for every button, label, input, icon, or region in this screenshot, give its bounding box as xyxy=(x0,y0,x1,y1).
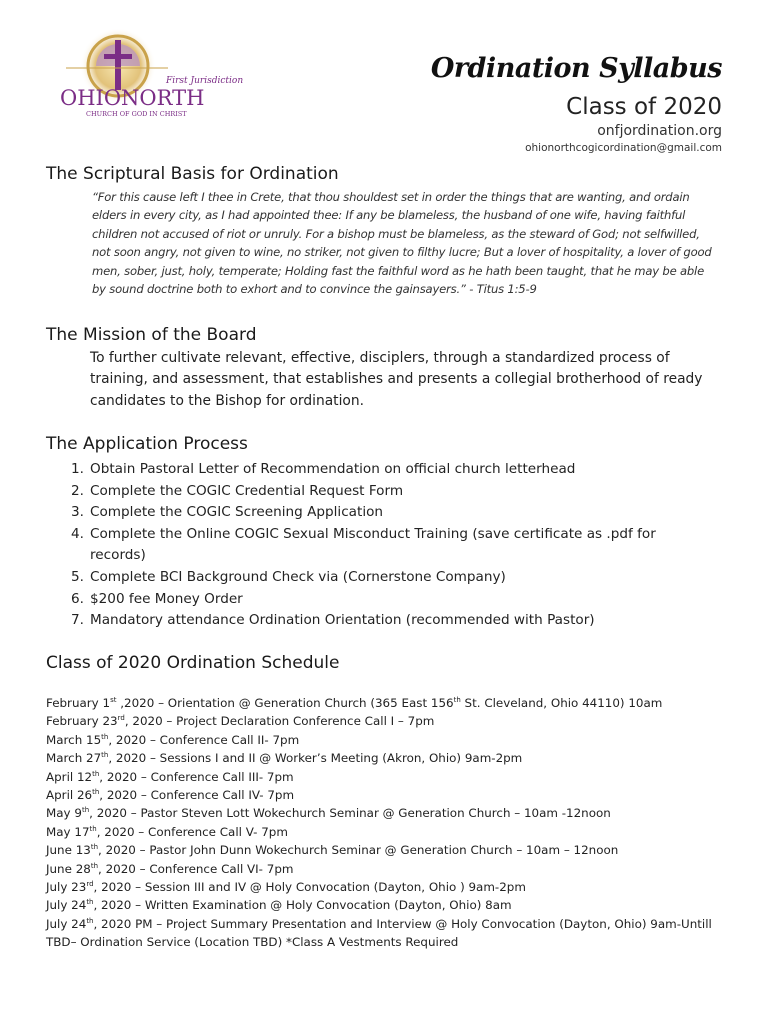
schedule-day: 15 xyxy=(86,732,102,747)
list-item xyxy=(64,459,704,481)
day-suffix: th xyxy=(81,806,90,815)
schedule-month: February xyxy=(46,696,99,710)
list-item xyxy=(64,502,704,524)
step-number: 6. xyxy=(71,590,84,607)
schedule-day: 26 xyxy=(76,788,93,803)
step-number: 4. xyxy=(71,525,84,542)
street-suffix: th xyxy=(453,696,461,705)
day-suffix: rd xyxy=(117,714,125,723)
schedule-month: April xyxy=(46,788,74,803)
schedule-day: 1 xyxy=(102,696,111,710)
logo-name-text: OHIONORTH xyxy=(60,86,205,110)
day-suffix: th xyxy=(86,916,94,925)
schedule-day: 17 xyxy=(74,824,90,839)
list-item xyxy=(64,481,704,503)
day-suffix: th xyxy=(101,751,109,760)
schedule-list xyxy=(46,694,746,952)
step-text: Complete BCI Background Check via (Cornerstone Company) xyxy=(90,568,506,585)
schedule-month: March xyxy=(46,732,83,747)
schedule-day: 13 xyxy=(75,843,91,858)
day-suffix: st xyxy=(110,696,117,705)
schedule-month: February xyxy=(46,714,99,729)
schedule-day: 23 xyxy=(71,880,87,895)
document-header xyxy=(431,52,722,156)
schedule-row xyxy=(46,823,746,841)
schedule-detail: , 2020 – Pastor John Dunn Wokechurch Seminar @ Generation Church – 10am – 12noon xyxy=(98,843,619,858)
schedule-day: 12 xyxy=(76,769,93,784)
step-text: Complete the COGIC Screening Application xyxy=(90,504,384,521)
day-suffix: th xyxy=(86,898,94,907)
day-suffix: th xyxy=(90,861,99,870)
step-number: 7. xyxy=(71,612,84,629)
logo-jurisdiction-text: First Jurisdiction xyxy=(166,76,244,86)
email-link[interactable]: ohionorthcogicordination@gmail.com xyxy=(525,142,722,154)
schedule-detail: ,2020 – Orientation @ Generation Church (365 East 156 xyxy=(116,696,454,710)
schedule-month: TBD– xyxy=(46,935,77,950)
application-steps-list xyxy=(64,459,704,632)
schedule-detail-cont: St. Cleveland, Ohio 44110) 10am xyxy=(460,696,663,710)
schedule-day: 23 xyxy=(102,714,118,729)
step-number: 3. xyxy=(71,504,84,521)
day-suffix: th xyxy=(92,788,100,797)
schedule-month: July xyxy=(46,880,68,895)
class-year: Class of 2020 xyxy=(566,94,722,120)
day-suffix: th xyxy=(89,824,97,833)
schedule-month: July xyxy=(46,916,68,931)
schedule-row xyxy=(46,915,746,933)
schedule-detail: , 2020 – Sessions I and II @ Worker’s Meeting (Akron, Ohio) 9am-2pm xyxy=(108,751,523,766)
ohio-north-cogic-logo xyxy=(56,26,252,126)
mission-heading: The Mission of the Board xyxy=(46,325,257,345)
schedule-detail: , 2020 – Written Examination @ Holy Convocation (Dayton, Ohio) 8am xyxy=(93,898,512,913)
list-item xyxy=(64,589,704,611)
schedule-day: 24 xyxy=(71,898,87,913)
schedule-detail: Ordination Service (Location TBD) *Class A Vestments Required xyxy=(76,935,459,950)
step-number: 1. xyxy=(71,461,84,477)
schedule-row xyxy=(46,786,746,804)
schedule-detail: , 2020 PM – Project Summary Presentation and Interview @ Holy Convocation (Dayton, Ohio) 9am-Untill xyxy=(93,916,712,931)
step-text: Mandatory attendance Ordination Orientation (recommended with Pastor) xyxy=(90,612,595,629)
logo-subtitle-text: CHURCH OF GOD IN CHRIST xyxy=(86,110,187,118)
day-suffix: th xyxy=(90,843,99,852)
schedule-row xyxy=(46,731,746,749)
schedule-row xyxy=(46,860,746,878)
schedule-detail: , 2020 – Session III and IV @ Holy Convocation (Dayton, Ohio ) 9am-2pm xyxy=(93,880,526,895)
step-number: 2. xyxy=(71,482,84,499)
step-text: Obtain Pastoral Letter of Recommendation on official church letterhead xyxy=(90,461,576,477)
schedule-month: July xyxy=(46,898,68,913)
step-number: 5. xyxy=(71,568,84,585)
schedule-row xyxy=(46,841,746,859)
schedule-row xyxy=(46,896,746,914)
schedule-detail: , 2020 – Conference Call III- 7pm xyxy=(99,769,294,784)
day-suffix: th xyxy=(101,732,109,741)
schedule-month: May xyxy=(46,806,71,821)
schedule-day: 24 xyxy=(71,916,87,931)
step-text: $200 fee Money Order xyxy=(90,590,243,607)
scriptural-basis-heading: The Scriptural Basis for Ordination xyxy=(46,164,339,184)
list-item xyxy=(64,524,704,567)
schedule-row xyxy=(46,694,746,712)
mission-statement: To further cultivate relevant, effective, disciplers, through a standardized process of training, and assessment, that establishes and presents a collegial brotherhood of ready candidates to the Bishop for ordination. xyxy=(90,350,703,409)
website-link[interactable]: onfjordination.org xyxy=(597,123,722,139)
schedule-row xyxy=(46,804,746,822)
schedule-month: June xyxy=(46,861,72,876)
schedule-month: March xyxy=(46,751,83,766)
schedule-detail: , 2020 – Pastor Steven Lott Wokechurch Seminar @ Generation Church – 10am -12noon xyxy=(89,806,611,821)
scripture-quote: “For this cause left I thee in Crete, that thou shouldest set in order the things that are wanting, and ordain elders in every city, as I had appointed thee: If any be blameless, the husband of one wife, having faithful children not accused of riot or unruly. For a bishop must be blameless, as the steward of God; not selfwilled, not soon angry, not given to wine, no striker, not given to filthy lucre; But a lover of hospitality, a lover of good men, sober, just, holy, temperate; Holding fast the faithful word as he hath been taught, that he may be able by sound doctrine both to exhort and to convince the gainsayers.” - Titus 1:5-9 xyxy=(92,190,712,297)
day-suffix: rd xyxy=(86,880,94,889)
schedule-detail: , 2020 – Project Declaration Conference Call I – 7pm xyxy=(124,714,435,729)
step-text: Complete the COGIC Credential Request Form xyxy=(90,482,404,499)
document-title: Ordination Syllabus xyxy=(430,53,722,84)
schedule-month: June xyxy=(46,843,72,858)
schedule-day: 28 xyxy=(75,861,91,876)
day-suffix: th xyxy=(92,769,100,778)
schedule-day: 9 xyxy=(74,806,82,821)
schedule-detail: , 2020 – Conference Call IV- 7pm xyxy=(99,788,295,803)
application-process-heading: The Application Process xyxy=(46,434,248,454)
schedule-row xyxy=(46,933,746,951)
step-text: Complete the Online COGIC Sexual Misconduct Training (save certificate as .pdf for records) xyxy=(90,525,656,564)
schedule-detail: , 2020 – Conference Call VI- 7pm xyxy=(98,861,294,876)
schedule-row xyxy=(46,878,746,896)
list-item xyxy=(64,610,704,632)
schedule-row xyxy=(46,749,746,767)
schedule-row xyxy=(46,712,746,730)
schedule-month: May xyxy=(46,824,71,839)
schedule-detail: , 2020 – Conference Call V- 7pm xyxy=(96,824,288,839)
schedule-day: 27 xyxy=(86,751,102,766)
schedule-detail: , 2020 – Conference Call II- 7pm xyxy=(108,732,300,747)
list-item xyxy=(64,567,704,589)
schedule-heading: Class of 2020 Ordination Schedule xyxy=(46,653,340,673)
schedule-row xyxy=(46,768,746,786)
schedule-month: April xyxy=(46,769,74,784)
